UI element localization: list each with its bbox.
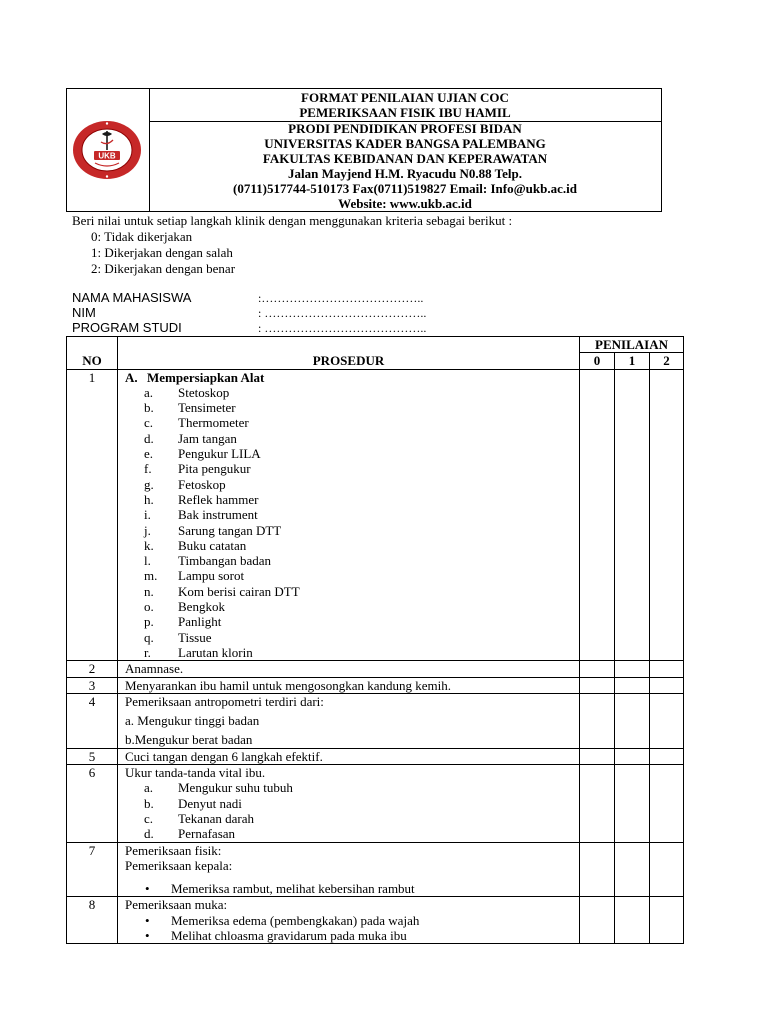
row-no: 7 bbox=[67, 842, 118, 897]
list-item: p. Panlight bbox=[144, 614, 222, 630]
score-cell-0[interactable] bbox=[580, 842, 615, 897]
row-procedure: Pemeriksaan muka: • Memeriksa edema (pembengkakan) pada wajah • Melihat chloasma gravidarum pada muka ibu bbox=[118, 897, 580, 944]
header-prosedur: PROSEDUR bbox=[118, 337, 580, 370]
criteria-item-2: 2: Dikerjakan dengan benar bbox=[91, 261, 236, 276]
university-seal-icon bbox=[71, 120, 143, 180]
student-identity bbox=[72, 290, 426, 335]
name-field[interactable]: :………………………………….. bbox=[258, 291, 424, 305]
list-item: b.Mengukur berat badan bbox=[125, 732, 253, 748]
header-no: NO bbox=[67, 337, 118, 370]
form-header bbox=[66, 88, 662, 212]
row-no: 8 bbox=[67, 897, 118, 944]
table-header-row bbox=[67, 337, 684, 353]
table-row bbox=[67, 842, 684, 897]
list-item: f. Pita pengukur bbox=[144, 461, 251, 477]
row-procedure: Anamnase. bbox=[118, 661, 580, 677]
table-row bbox=[67, 748, 684, 764]
bullet-icon: • bbox=[145, 927, 150, 943]
list-item: j. Sarung tangan DTT bbox=[144, 522, 282, 538]
score-cell-0[interactable] bbox=[580, 661, 615, 677]
list-item: a. Mengukur suhu tubuh bbox=[144, 780, 293, 796]
score-cell-2[interactable] bbox=[650, 842, 684, 897]
header-penilaian: PENILAIAN bbox=[580, 337, 684, 353]
form-title-line-1: FORMAT PENILAIAN UJIAN COC bbox=[301, 90, 509, 105]
institution-block bbox=[149, 121, 661, 211]
list-item: c. Tekanan darah bbox=[144, 810, 254, 826]
score-cell-0[interactable] bbox=[580, 693, 615, 748]
table-row bbox=[67, 369, 684, 661]
score-cell-1[interactable] bbox=[615, 369, 650, 661]
row-procedure: Menyarankan ibu hamil untuk mengosongkan kandung kemih. bbox=[118, 677, 580, 693]
row-procedure: Pemeriksaan fisik: Pemeriksaan kepala: • Memeriksa rambut, melihat kebersihan rambut bbox=[118, 842, 580, 897]
institution-line-2: UNIVERSITAS KADER BANGSA PALEMBANG bbox=[264, 136, 546, 151]
identity-label: NAMA MAHASISWA bbox=[72, 290, 192, 305]
list-item: q. Tissue bbox=[144, 629, 212, 645]
score-cell-2[interactable] bbox=[650, 748, 684, 764]
list-item: a. Stetoskop bbox=[144, 384, 230, 400]
score-cell-2[interactable] bbox=[650, 661, 684, 677]
score-cell-2[interactable] bbox=[650, 765, 684, 842]
list-item: b. Tensimeter bbox=[144, 400, 236, 416]
group-heading: A. Mempersiapkan Alat bbox=[125, 369, 265, 385]
score-cell-0[interactable] bbox=[580, 369, 615, 661]
list-item: o. Bengkok bbox=[144, 599, 225, 615]
contact-line: (0711)517744-510173 Fax(0711)519827 Email: Info@ukb.ac.id bbox=[233, 181, 577, 196]
procedure-table bbox=[66, 336, 684, 944]
list-item: e. Pengukur LILA bbox=[144, 446, 261, 462]
score-cell-0[interactable] bbox=[580, 677, 615, 693]
row-no: 4 bbox=[67, 693, 118, 748]
score-cell-1[interactable] bbox=[615, 897, 650, 944]
institution-line-3: FAKULTAS KEBIDANAN DAN KEPERAWATAN bbox=[262, 151, 548, 166]
header-score-1: 1 bbox=[615, 353, 650, 369]
identity-label: NIM bbox=[72, 305, 96, 320]
list-item: k. Buku catatan bbox=[144, 537, 247, 553]
score-cell-0[interactable] bbox=[580, 765, 615, 842]
logo-cell bbox=[67, 89, 150, 211]
list-item: i. Bak instrument bbox=[144, 507, 258, 523]
row-no: 6 bbox=[67, 765, 118, 842]
list-item: d. Pernafasan bbox=[144, 826, 236, 842]
identity-row-program bbox=[72, 320, 426, 335]
table-row bbox=[67, 897, 684, 944]
score-cell-1[interactable] bbox=[615, 842, 650, 897]
list-item: c. Thermometer bbox=[144, 415, 249, 431]
score-cell-1[interactable] bbox=[615, 693, 650, 748]
bullet-icon: • bbox=[145, 881, 150, 897]
nim-field[interactable]: : ………………………………….. bbox=[258, 306, 427, 320]
criteria-item-1: 1: Dikerjakan dengan salah bbox=[91, 245, 233, 260]
row-procedure: Cuci tangan dengan 6 langkah efektif. bbox=[118, 748, 580, 764]
table-row bbox=[67, 765, 684, 842]
score-cell-2[interactable] bbox=[650, 677, 684, 693]
bullet-icon: • bbox=[145, 912, 150, 928]
criteria-item-0: 0: Tidak dikerjakan bbox=[91, 229, 193, 244]
table-row bbox=[67, 693, 684, 748]
table-row bbox=[67, 661, 684, 677]
table-row bbox=[67, 677, 684, 693]
address-line: Jalan Mayjend H.M. Ryacudu N0.88 Telp. bbox=[288, 166, 522, 181]
identity-row-name bbox=[72, 290, 426, 305]
list-item: • Memeriksa rambut, melihat kebersihan rambut bbox=[145, 881, 415, 897]
score-cell-2[interactable] bbox=[650, 897, 684, 944]
row-no: 5 bbox=[67, 748, 118, 764]
list-item: d. Jam tangan bbox=[144, 430, 237, 446]
list-item: • Melihat chloasma gravidarum pada muka ibu bbox=[145, 927, 407, 943]
identity-label: PROGRAM STUDI bbox=[72, 320, 182, 335]
list-item: • Memeriksa edema (pembengkakan) pada wajah bbox=[145, 912, 420, 928]
score-cell-1[interactable] bbox=[615, 661, 650, 677]
list-item: b. Denyut nadi bbox=[144, 795, 242, 811]
score-cell-0[interactable] bbox=[580, 748, 615, 764]
score-cell-1[interactable] bbox=[615, 765, 650, 842]
score-cell-1[interactable] bbox=[615, 748, 650, 764]
row-procedure: Pemeriksaan antropometri terdiri dari: a. Mengukur tinggi badan b.Mengukur berat badan bbox=[118, 693, 580, 748]
list-item: a. Mengukur tinggi badan bbox=[125, 713, 260, 729]
form-title-block bbox=[149, 89, 661, 122]
program-field[interactable]: : ………………………………….. bbox=[258, 321, 427, 335]
row-no: 1 bbox=[67, 369, 118, 661]
row-procedure bbox=[118, 369, 580, 661]
list-item: r. Larutan klorin bbox=[144, 644, 253, 660]
score-cell-1[interactable] bbox=[615, 677, 650, 693]
scoring-criteria bbox=[72, 213, 512, 277]
list-item: l. Timbangan badan bbox=[144, 553, 272, 569]
criteria-intro: Beri nilai untuk setiap langkah klinik dengan menggunakan kriteria sebagai berikut : bbox=[72, 213, 513, 228]
website-line: Website: www.ukb.ac.id bbox=[338, 196, 472, 211]
header-score-0: 0 bbox=[580, 353, 615, 369]
score-cell-2[interactable] bbox=[650, 693, 684, 748]
score-cell-2[interactable] bbox=[650, 369, 684, 661]
identity-row-nim bbox=[72, 305, 426, 320]
row-procedure: Ukur tanda-tanda vital ibu. a. Mengukur suhu tubuh b. Denyut nadi c. Tekanan darah d. Pernafasan bbox=[118, 765, 580, 842]
form-title-line-2: PEMERIKSAAN FISIK IBU HAMIL bbox=[299, 105, 511, 120]
list-item: m. Lampu sorot bbox=[144, 568, 245, 584]
logo-text: UKB bbox=[98, 151, 116, 161]
header-score-2: 2 bbox=[650, 353, 684, 369]
list-item: n. Kom berisi cairan DTT bbox=[144, 583, 300, 599]
institution-line-1: PRODI PENDIDIKAN PROFESI BIDAN bbox=[288, 121, 522, 136]
list-item: g. Fetoskop bbox=[144, 476, 226, 492]
list-item: h. Reflek hammer bbox=[144, 491, 259, 507]
row-no: 3 bbox=[67, 677, 118, 693]
score-cell-0[interactable] bbox=[580, 897, 615, 944]
row-no: 2 bbox=[67, 661, 118, 677]
